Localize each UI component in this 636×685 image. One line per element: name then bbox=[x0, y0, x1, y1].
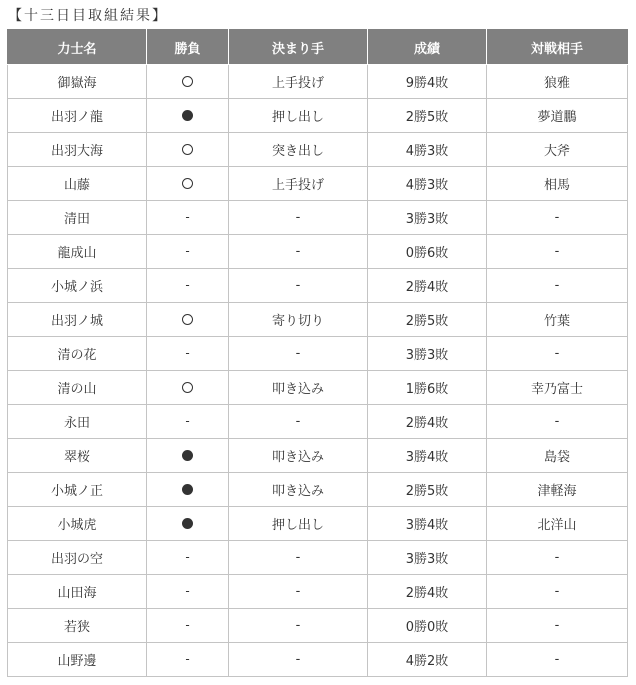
opponent-cell: - bbox=[487, 609, 628, 643]
wrestler-name-cell: 山野邊 bbox=[8, 643, 147, 677]
opponent-cell: 島袋 bbox=[487, 439, 628, 473]
record-cell: 1勝6敗 bbox=[368, 371, 487, 405]
win-circle-icon bbox=[182, 76, 193, 87]
kimarite-cell: - bbox=[229, 643, 368, 677]
table-row bbox=[8, 609, 628, 643]
kimarite-cell: - bbox=[229, 609, 368, 643]
result-cell bbox=[147, 65, 229, 99]
opponent-cell: - bbox=[487, 643, 628, 677]
result-cell bbox=[147, 473, 229, 507]
result-cell bbox=[147, 405, 229, 439]
win-circle-icon bbox=[182, 178, 193, 189]
table-header-row bbox=[8, 30, 628, 65]
kimarite-cell: - bbox=[229, 337, 368, 371]
no-bout-dash: - bbox=[185, 346, 190, 360]
record-cell: 2勝5敗 bbox=[368, 99, 487, 133]
result-cell bbox=[147, 575, 229, 609]
kimarite-cell: 上手投げ bbox=[229, 167, 368, 201]
kimarite-cell: - bbox=[229, 235, 368, 269]
result-cell bbox=[147, 541, 229, 575]
opponent-cell: 大斧 bbox=[487, 133, 628, 167]
opponent-cell: - bbox=[487, 405, 628, 439]
kimarite-cell: 押し出し bbox=[229, 507, 368, 541]
wrestler-name-cell: 清田 bbox=[8, 201, 147, 235]
result-cell bbox=[147, 99, 229, 133]
table-row bbox=[8, 167, 628, 201]
table-row bbox=[8, 643, 628, 677]
opponent-cell: 竹葉 bbox=[487, 303, 628, 337]
kimarite-cell: - bbox=[229, 575, 368, 609]
result-cell bbox=[147, 269, 229, 303]
record-cell: 2勝4敗 bbox=[368, 405, 487, 439]
result-cell bbox=[147, 337, 229, 371]
win-circle-icon bbox=[182, 144, 193, 155]
win-circle-icon bbox=[182, 314, 193, 325]
kimarite-cell: - bbox=[229, 201, 368, 235]
wrestler-name-cell: 出羽の空 bbox=[8, 541, 147, 575]
no-bout-dash: - bbox=[185, 210, 190, 224]
no-bout-dash: - bbox=[185, 584, 190, 598]
header-kimarite: 決まり手 bbox=[229, 30, 368, 65]
wrestler-name-cell: 出羽ノ城 bbox=[8, 303, 147, 337]
table-row bbox=[8, 133, 628, 167]
wrestler-name-cell: 清の花 bbox=[8, 337, 147, 371]
win-circle-icon bbox=[182, 382, 193, 393]
table-row bbox=[8, 269, 628, 303]
no-bout-dash: - bbox=[185, 618, 190, 632]
table-row bbox=[8, 507, 628, 541]
table-row bbox=[8, 99, 628, 133]
table-row bbox=[8, 303, 628, 337]
wrestler-name-cell: 御嶽海 bbox=[8, 65, 147, 99]
record-cell: 3勝4敗 bbox=[368, 507, 487, 541]
table-row bbox=[8, 575, 628, 609]
wrestler-name-cell: 出羽ノ龍 bbox=[8, 99, 147, 133]
record-cell: 2勝4敗 bbox=[368, 575, 487, 609]
loss-filled-circle-icon bbox=[182, 518, 193, 529]
no-bout-dash: - bbox=[185, 652, 190, 666]
loss-filled-circle-icon bbox=[182, 484, 193, 495]
kimarite-cell: 叩き込み bbox=[229, 473, 368, 507]
opponent-cell: - bbox=[487, 337, 628, 371]
kimarite-cell: 上手投げ bbox=[229, 65, 368, 99]
result-cell bbox=[147, 439, 229, 473]
wrestler-name-cell: 永田 bbox=[8, 405, 147, 439]
results-body bbox=[8, 65, 628, 677]
kimarite-cell: - bbox=[229, 405, 368, 439]
table-row bbox=[8, 405, 628, 439]
table-row bbox=[8, 235, 628, 269]
opponent-cell: 津軽海 bbox=[487, 473, 628, 507]
wrestler-name-cell: 翠桜 bbox=[8, 439, 147, 473]
wrestler-name-cell: 若狭 bbox=[8, 609, 147, 643]
wrestler-name-cell: 小城ノ正 bbox=[8, 473, 147, 507]
results-table bbox=[7, 29, 628, 677]
no-bout-dash: - bbox=[185, 278, 190, 292]
wrestler-name-cell: 山田海 bbox=[8, 575, 147, 609]
result-cell bbox=[147, 201, 229, 235]
header-name: 力士名 bbox=[8, 30, 147, 65]
opponent-cell: 幸乃富士 bbox=[487, 371, 628, 405]
wrestler-name-cell: 龍成山 bbox=[8, 235, 147, 269]
table-row bbox=[8, 65, 628, 99]
page-title: 【十三日目取組結果】 bbox=[8, 8, 168, 24]
result-cell bbox=[147, 303, 229, 337]
loss-filled-circle-icon bbox=[182, 450, 193, 461]
opponent-cell: - bbox=[487, 541, 628, 575]
record-cell: 2勝5敗 bbox=[368, 303, 487, 337]
result-cell bbox=[147, 371, 229, 405]
record-cell: 4勝2敗 bbox=[368, 643, 487, 677]
opponent-cell: 夢道鵬 bbox=[487, 99, 628, 133]
opponent-cell: 相馬 bbox=[487, 167, 628, 201]
kimarite-cell: 押し出し bbox=[229, 99, 368, 133]
record-cell: 3勝3敗 bbox=[368, 201, 487, 235]
kimarite-cell: 寄り切り bbox=[229, 303, 368, 337]
table-row bbox=[8, 201, 628, 235]
record-cell: 9勝4敗 bbox=[368, 65, 487, 99]
result-cell bbox=[147, 235, 229, 269]
no-bout-dash: - bbox=[185, 414, 190, 428]
record-cell: 2勝4敗 bbox=[368, 269, 487, 303]
wrestler-name-cell: 出羽大海 bbox=[8, 133, 147, 167]
kimarite-cell: 叩き込み bbox=[229, 371, 368, 405]
header-record: 成績 bbox=[368, 30, 487, 65]
result-cell bbox=[147, 609, 229, 643]
record-cell: 4勝3敗 bbox=[368, 167, 487, 201]
record-cell: 3勝4敗 bbox=[368, 439, 487, 473]
result-cell bbox=[147, 133, 229, 167]
opponent-cell: - bbox=[487, 269, 628, 303]
record-cell: 0勝6敗 bbox=[368, 235, 487, 269]
no-bout-dash: - bbox=[185, 244, 190, 258]
loss-filled-circle-icon bbox=[182, 110, 193, 121]
no-bout-dash: - bbox=[185, 550, 190, 564]
wrestler-name-cell: 小城ノ浜 bbox=[8, 269, 147, 303]
record-cell: 2勝5敗 bbox=[368, 473, 487, 507]
opponent-cell: 狼雅 bbox=[487, 65, 628, 99]
record-cell: 0勝0敗 bbox=[368, 609, 487, 643]
table-row bbox=[8, 337, 628, 371]
kimarite-cell: - bbox=[229, 541, 368, 575]
kimarite-cell: - bbox=[229, 269, 368, 303]
opponent-cell: 北洋山 bbox=[487, 507, 628, 541]
result-cell bbox=[147, 507, 229, 541]
record-cell: 4勝3敗 bbox=[368, 133, 487, 167]
table-row bbox=[8, 541, 628, 575]
opponent-cell: - bbox=[487, 235, 628, 269]
table-row bbox=[8, 439, 628, 473]
kimarite-cell: 突き出し bbox=[229, 133, 368, 167]
kimarite-cell: 叩き込み bbox=[229, 439, 368, 473]
record-cell: 3勝3敗 bbox=[368, 541, 487, 575]
record-cell: 3勝3敗 bbox=[368, 337, 487, 371]
wrestler-name-cell: 小城虎 bbox=[8, 507, 147, 541]
wrestler-name-cell: 清の山 bbox=[8, 371, 147, 405]
table-row bbox=[8, 473, 628, 507]
wrestler-name-cell: 山藤 bbox=[8, 167, 147, 201]
header-result: 勝負 bbox=[147, 30, 229, 65]
opponent-cell: - bbox=[487, 575, 628, 609]
table-row bbox=[8, 371, 628, 405]
result-cell bbox=[147, 167, 229, 201]
opponent-cell: - bbox=[487, 201, 628, 235]
result-cell bbox=[147, 643, 229, 677]
header-opponent: 対戦相手 bbox=[487, 30, 628, 65]
